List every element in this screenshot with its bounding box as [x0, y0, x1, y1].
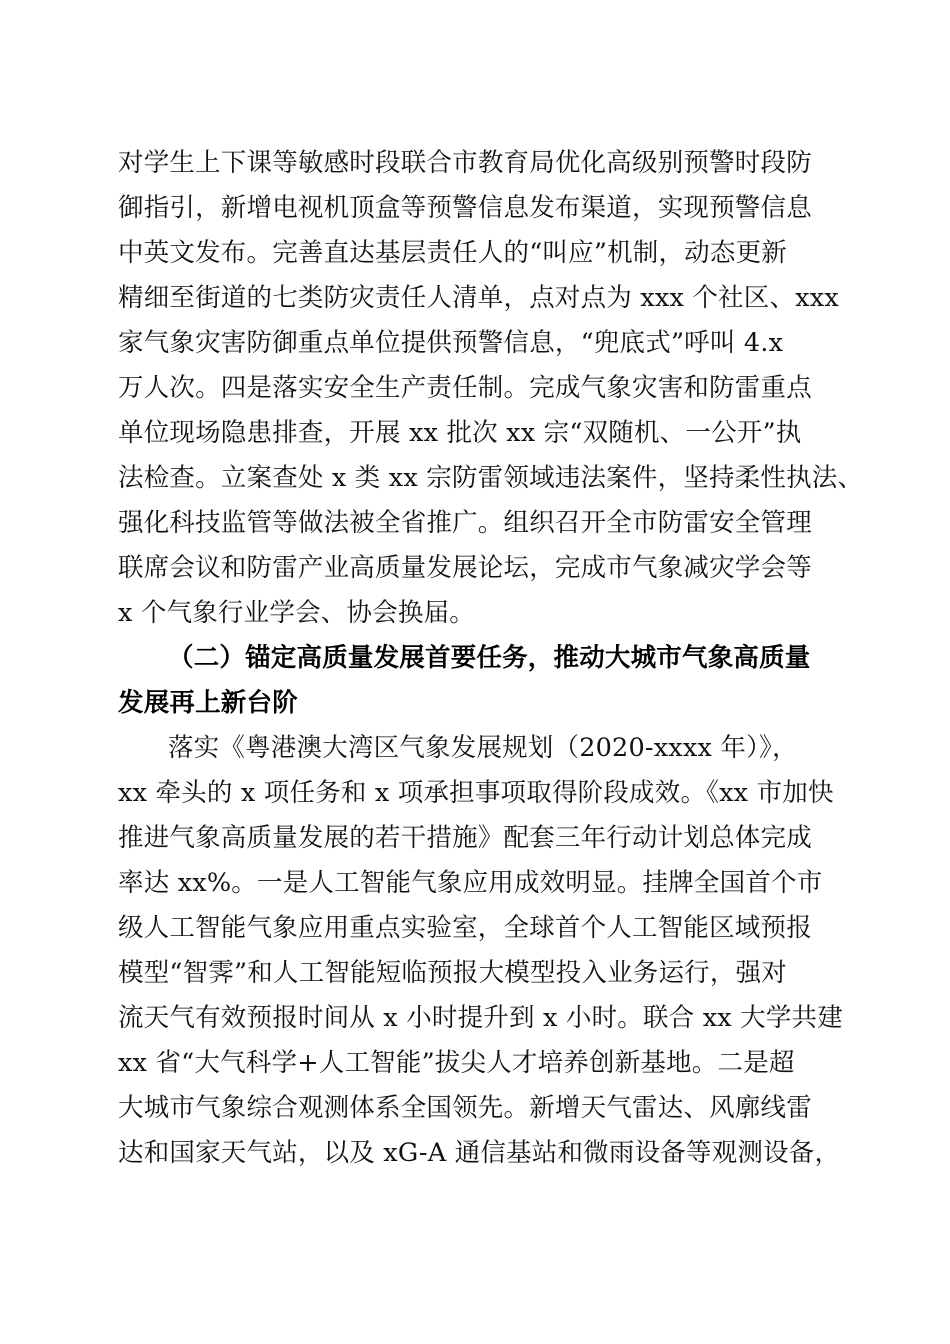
- paragraph-line: 流天气有效预报时间从 x 小时提升到 x 小时。联合 xx 大学共建: [118, 1003, 843, 1033]
- paragraph-line: xx 牵头的 x 项任务和 x 项承担事项取得阶段成效。《xx 市加快: [118, 778, 834, 808]
- paragraph-line: 强化科技监管等做法被全省推广。组织召开全市防雷安全管理: [118, 508, 812, 538]
- paragraph-line: 精细至街道的七类防灾责任人清单，点对点为 xxx 个社区、xxx: [118, 283, 839, 313]
- paragraph-line: 模型“智霁”和人工智能短临预报大模型投入业务运行，强对: [118, 958, 787, 988]
- paragraph-line: 法检查。立案查处 x 类 xx 宗防雷领域违法案件，坚持柔性执法、: [118, 463, 864, 493]
- paragraph-line: 率达 xx%。一是人工智能气象应用成效明显。挂牌全国首个市: [118, 868, 823, 898]
- paragraph-line: 家气象灾害防御重点单位提供预警信息，“兜底式”呼叫 4.x: [118, 328, 784, 358]
- paragraph-line: 推进气象高质量发展的若干措施》配套三年行动计划总体完成: [118, 823, 812, 853]
- paragraph-line: 大城市气象综合观测体系全国领先。新增天气雷达、风廓线雷: [118, 1093, 812, 1123]
- paragraph-line: 对学生上下课等敏感时段联合市教育局优化高级别预警时段防: [118, 148, 812, 178]
- paragraph-line: 联席会议和防雷产业高质量发展论坛，完成市气象减灾学会等: [118, 553, 812, 583]
- paragraph-line: 达和国家天气站，以及 xG-A 通信基站和微雨设备等观测设备，: [118, 1138, 841, 1168]
- paragraph-line: xx 省“大气科学+人工智能”拔尖人才培养创新基地。二是超: [118, 1048, 795, 1078]
- section-heading-line: 发展再上新台阶: [118, 688, 298, 718]
- section-heading-line: （二）锚定高质量发展首要任务，推动大城市气象高质量: [168, 643, 811, 673]
- paragraph-line: 御指引，新增电视机顶盒等预警信息发布渠道，实现预警信息: [118, 193, 812, 223]
- paragraph-line: 中英文发布。完善直达基层责任人的“叫应”机制，动态更新: [118, 238, 787, 268]
- paragraph-line: 万人次。四是落实安全生产责任制。完成气象灾害和防雷重点: [118, 373, 812, 403]
- paragraph-line: 单位现场隐患排查，开展 xx 批次 xx 宗“双随机、一公开”执: [118, 418, 802, 448]
- paragraph-line: 落实《粤港澳大湾区气象发展规划（2020-xxxx 年）》，: [168, 733, 798, 763]
- paragraph-line: 级人工智能气象应用重点实验室，全球首个人工智能区域预报: [118, 913, 812, 943]
- paragraph-line: x 个气象行业学会、协会换届。: [118, 598, 475, 628]
